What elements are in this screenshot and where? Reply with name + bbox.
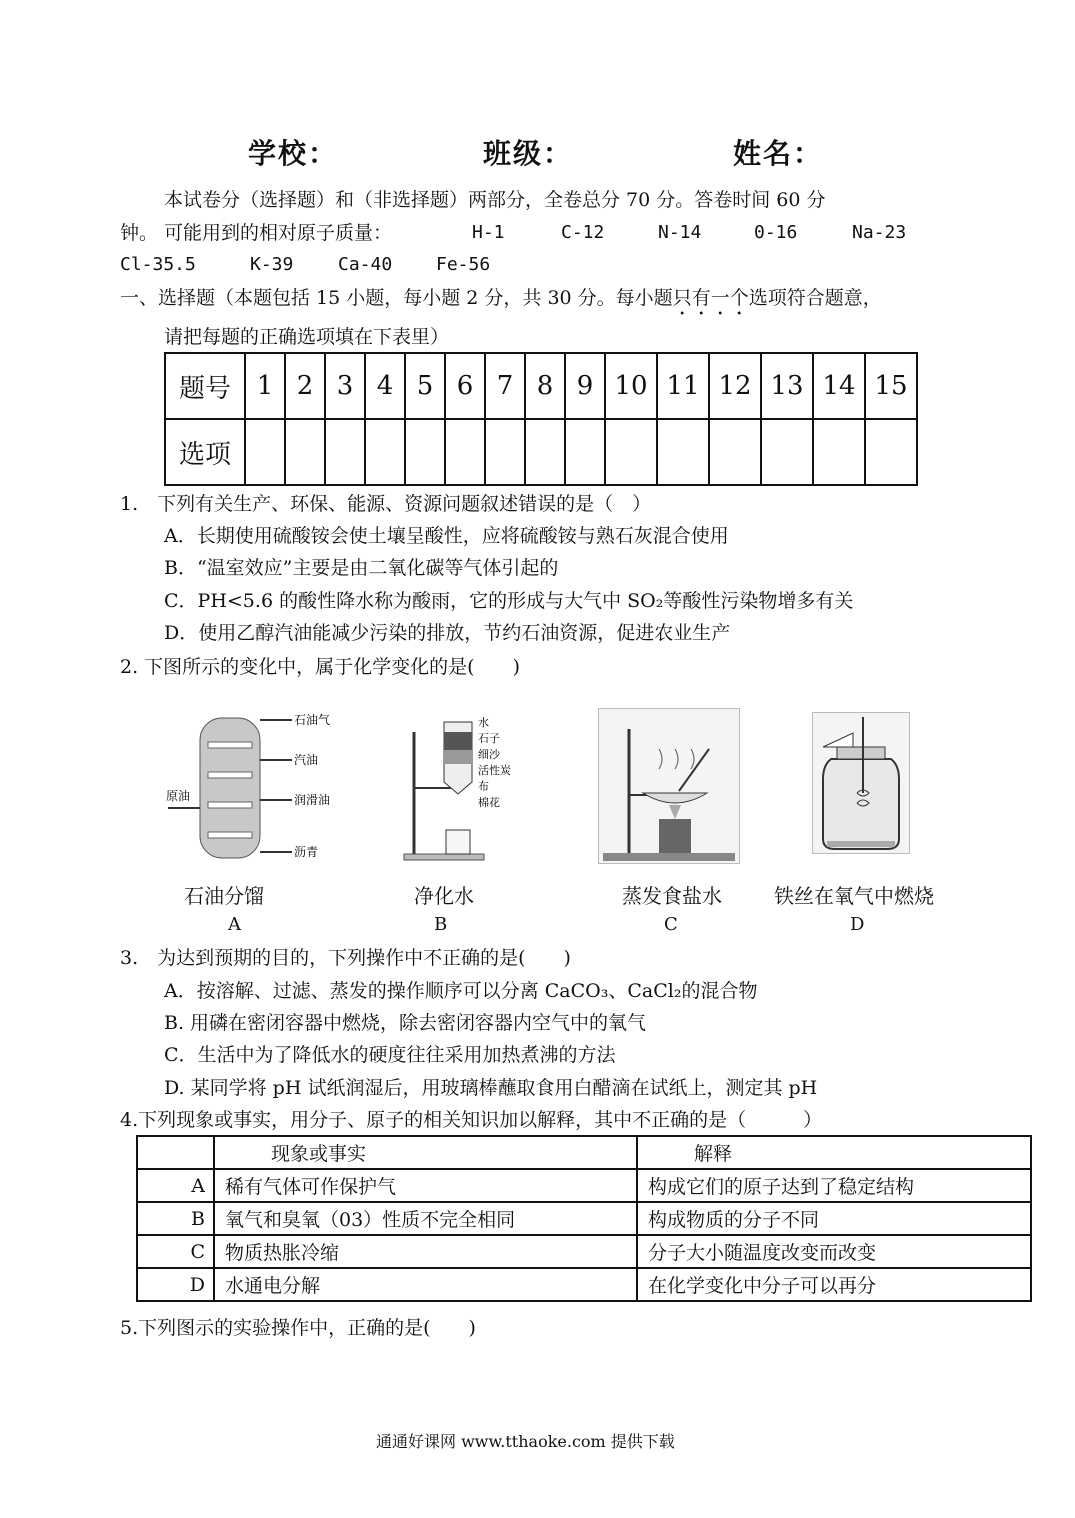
purifier-label-cloth: 布: [478, 780, 489, 793]
mass-na: Na-23: [852, 222, 907, 243]
figure-water-purifier: [400, 712, 516, 862]
figure-c-caption: 蒸发食盐水: [622, 884, 722, 908]
class-label: 班级：: [483, 137, 574, 170]
answer-grid-number: 14: [813, 353, 865, 419]
section-title-b: 选项符合题意，: [748, 287, 882, 309]
q3-option-d: D. 某同学将 pH 试纸润湿后，用玻璃棒蘸取食用白醋滴在试纸上，测定其 pH: [164, 1077, 818, 1099]
mass-h: H-1: [472, 222, 505, 243]
q4-row-explanation: 在化学变化中分子可以再分: [637, 1268, 1031, 1301]
q4-row-letter: C: [137, 1235, 214, 1268]
figure-b-letter: B: [434, 914, 448, 935]
q4-row-phenomenon: 物质热胀冷缩: [214, 1235, 637, 1268]
table-row: [137, 1202, 1031, 1235]
section-title-emph: 只有一个: [672, 287, 749, 309]
answer-cell[interactable]: [605, 419, 657, 485]
q4-header-phenomenon: 现象或事实: [214, 1136, 637, 1169]
q4-row-explanation: 分子大小随温度改变而改变: [637, 1235, 1031, 1268]
mass-c: C-12: [561, 222, 605, 243]
figure-d-letter: D: [850, 914, 865, 935]
purifier-label-sand: 细沙: [478, 748, 500, 761]
answer-grid-number: 13: [761, 353, 813, 419]
answer-cell[interactable]: [565, 419, 605, 485]
q4-row-phenomenon: 水通电分解: [214, 1268, 637, 1301]
q4-table: [136, 1135, 1032, 1302]
answer-grid-number: 11: [657, 353, 709, 419]
answer-grid-number: 7: [485, 353, 525, 419]
distillation-label-gasoline: 汽油: [294, 753, 319, 767]
answer-cell[interactable]: [709, 419, 761, 485]
q4-row-phenomenon: 氧气和臭氧（03）性质不完全相同: [214, 1202, 637, 1235]
purifier-label-water: 水: [478, 716, 489, 729]
answer-cell[interactable]: [245, 419, 285, 485]
q4-row-explanation: 构成它们的原子达到了稳定结构: [637, 1169, 1031, 1202]
figure-distillation: [164, 712, 356, 862]
answer-cell[interactable]: [325, 419, 365, 485]
q1-option-c: C．PH<5.6 的酸性降水称为酸雨，它的形成与大气中 SO₂等酸性污染物增多有关: [164, 590, 854, 612]
table-row: [137, 1268, 1031, 1301]
figure-a-letter: A: [228, 914, 241, 935]
mass-cl: Cl-35.5: [120, 254, 196, 275]
q4-header-explanation: 解释: [637, 1136, 1031, 1169]
iron-wire-jar-icon: [813, 713, 909, 853]
mass-ca: Ca-40: [338, 254, 393, 275]
answer-cell[interactable]: [485, 419, 525, 485]
section-title-a: 一、选择题（本题包括 15 小题，每小题 2 分，共 30 分。每小题: [120, 287, 673, 309]
answer-cell[interactable]: [445, 419, 485, 485]
figure-d-caption: 铁丝在氧气中燃烧: [774, 884, 934, 908]
mass-k: K-39: [250, 254, 294, 275]
purifier-label-cotton: 棉花: [478, 796, 500, 809]
answer-grid-number: 10: [605, 353, 657, 419]
answer-cell[interactable]: [657, 419, 709, 485]
section-instruction: 请把每题的正确选项填在下表里）: [164, 326, 450, 348]
table-row: [137, 1136, 1031, 1169]
figure-c-letter: C: [664, 914, 678, 935]
figure-evaporation: [598, 708, 740, 864]
table-row: [137, 1235, 1031, 1268]
mass-o: 0-16: [754, 222, 798, 243]
q4-row-letter: D: [137, 1268, 214, 1301]
q3-option-b: B. 用磷在密闭容器中燃烧，除去密闭容器内空气中的氧气: [164, 1012, 647, 1034]
q1-option-a: A．长期使用硫酸铵会使土壤呈酸性，应将硫酸铵与熟石灰混合使用: [164, 525, 729, 547]
answer-grid-number: 9: [565, 353, 605, 419]
figure-b-caption: 净化水: [414, 884, 474, 908]
q3-option-c: C．生活中为了降低水的硬度往往采用加热煮沸的方法: [164, 1044, 616, 1066]
table-row: [137, 1169, 1031, 1202]
q4-row-explanation: 构成物质的分子不同: [637, 1202, 1031, 1235]
q1-option-d: D．使用乙醇汽油能减少污染的排放，节约石油资源，促进农业生产: [164, 622, 731, 644]
figure-iron-wire: [812, 712, 910, 854]
evaporating-dish-icon: [599, 709, 739, 863]
q4-row-letter: A: [137, 1169, 214, 1202]
answer-grid-number: 4: [365, 353, 405, 419]
answer-grid-number: 6: [445, 353, 485, 419]
answer-grid-number-header: 题号: [165, 353, 245, 419]
intro-line-2: 钟。 可能用到的相对原子质量：: [120, 222, 393, 244]
answer-grid-number: 3: [325, 353, 365, 419]
answer-grid-number: 12: [709, 353, 761, 419]
distillation-label-asphalt: 沥青: [294, 845, 319, 859]
answer-grid-number: 8: [525, 353, 565, 419]
answer-cell[interactable]: [405, 419, 445, 485]
figure-a-caption: 石油分馏: [184, 884, 264, 908]
answer-cell[interactable]: [761, 419, 813, 485]
q4-header-empty: [137, 1136, 214, 1169]
answer-grid-number: 2: [285, 353, 325, 419]
mass-n: N-14: [658, 222, 702, 243]
q5-stem: 5.下列图示的实验操作中，正确的是( ): [120, 1317, 476, 1339]
answer-cell[interactable]: [525, 419, 565, 485]
distillation-tower-icon: [164, 712, 356, 862]
distillation-label-gas: 石油气: [294, 713, 331, 727]
answer-grid-number: 1: [245, 353, 285, 419]
footer-credit: 通通好课网 www.tthaoke.com 提供下载: [376, 1432, 675, 1451]
answer-cell[interactable]: [865, 419, 917, 485]
answer-cell[interactable]: [365, 419, 405, 485]
distillation-label-crude: 原油: [166, 789, 191, 803]
name-label: 姓名：: [733, 137, 824, 170]
distillation-label-lubricant: 润滑油: [294, 793, 331, 807]
q4-row-letter: B: [137, 1202, 214, 1235]
mass-fe: Fe-56: [436, 254, 491, 275]
q2-stem: 2. 下图所示的变化中，属于化学变化的是( ): [120, 656, 520, 678]
water-purifier-icon: [400, 712, 516, 862]
intro-line-1: 本试卷分（选择题）和（非选择题）两部分，全卷总分 70 分。答卷时间 60 分: [164, 189, 826, 211]
answer-grid: [164, 352, 918, 486]
purifier-label-pebbles: 石子: [478, 732, 500, 745]
school-label: 学校：: [248, 137, 339, 170]
answer-cell[interactable]: [813, 419, 865, 485]
section-title: [120, 286, 882, 320]
q1-stem: 1. 下列有关生产、环保、能源、资源问题叙述错误的是（ ）: [120, 493, 652, 515]
answer-grid-number: 5: [405, 353, 445, 419]
purifier-label-carbon: 活性炭: [478, 764, 511, 777]
q4-stem: 4.下列现象或事实，用分子、原子的相关知识加以解释，其中不正确的是（ ）: [120, 1109, 823, 1131]
answer-cell[interactable]: [285, 419, 325, 485]
q3-stem: 3. 为达到预期的目的，下列操作中不正确的是( ): [120, 947, 571, 969]
q3-option-a: A．按溶解、过滤、蒸发的操作顺序可以分离 CaCO₃、CaCl₂的混合物: [164, 980, 758, 1002]
answer-grid-number: 15: [865, 353, 917, 419]
answer-grid-option-header: 选项: [165, 419, 245, 485]
q1-option-b: B．“温室效应”主要是由二氧化碳等气体引起的: [164, 557, 559, 579]
q4-row-phenomenon: 稀有气体可作保护气: [214, 1169, 637, 1202]
